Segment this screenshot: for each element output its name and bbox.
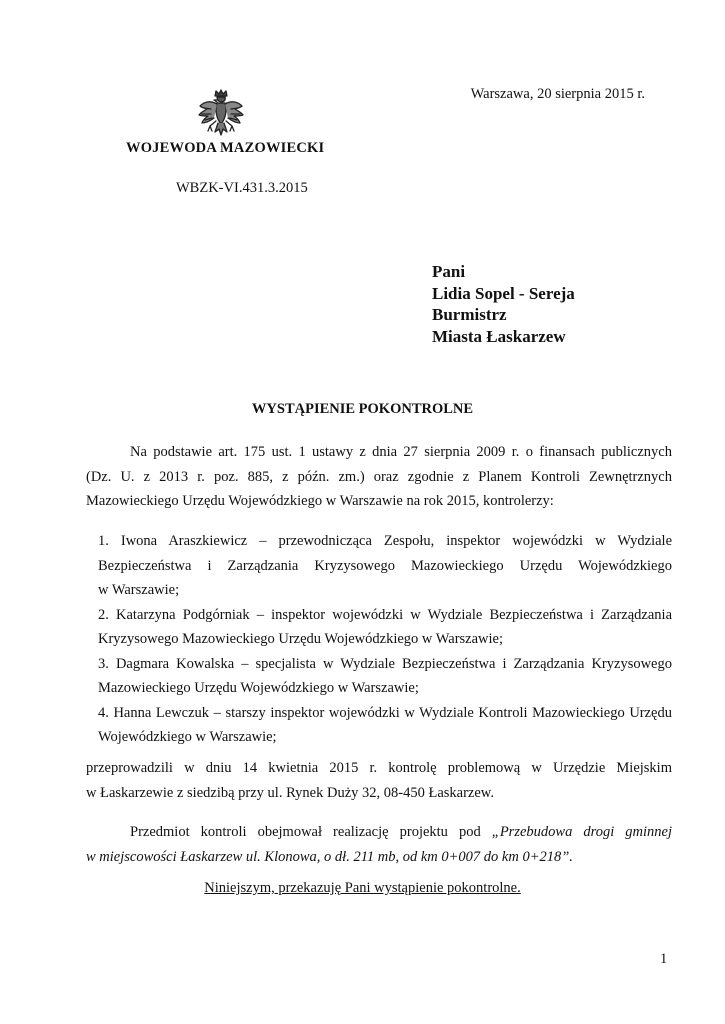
polish-eagle-emblem-icon — [196, 88, 246, 142]
document-title: WYSTĄPIENIE POKONTROLNE — [251, 401, 474, 417]
issuing-authority: WOJEWODA MAZOWIECKI — [126, 140, 325, 156]
list-item — [98, 603, 672, 652]
subject-paragraph — [86, 820, 672, 869]
conclusion-line-1: przeprowadzili w dniu 14 kwietnia 2015 r. kontrolę problemową w Urzędzie Miejskim — [86, 760, 672, 776]
document-date: Warszawa, 20 sierpnia 2015 r. — [470, 86, 645, 102]
recipient-block — [432, 261, 575, 347]
conclusion-paragraph — [86, 756, 672, 805]
list-item — [98, 529, 672, 603]
inspector-4-line-2: Wojewódzkiego w Warszawie; — [98, 729, 277, 745]
inspector-3-line-1: 3. Dagmara Kowalska – specjalista w Wydziale Bezpieczeństwa i Zarządzania Kryzysowego — [98, 655, 672, 672]
inspector-4-line-1: 4. Hanna Lewczuk – starszy inspektor wojewódzki w Wydziale Kontroli Mazowieckiego Urzędu — [98, 704, 672, 721]
intro-paragraph — [86, 440, 672, 514]
closing-statement: Niniejszym, przekazuję Pani wystąpienie pokontrolne. — [204, 880, 521, 896]
inspectors-list — [98, 529, 672, 750]
intro-line-2: (Dz. U. z 2013 r. poz. 885, z późn. zm.) oraz zgodnie z Planem Kontroli Zewnętrznych — [86, 468, 672, 485]
recipient-salutation: Pani — [432, 262, 466, 281]
project-name-part-2: w miejscowości Łaskarzew ul. Klonowa, o dł. 211 mb, od km 0+007 do km 0+218”. — [86, 848, 573, 865]
intro-line-1: Na podstawie art. 175 ust. 1 ustawy z dnia 27 sierpnia 2009 r. o finansach publicznych — [130, 444, 672, 460]
recipient-name: Lidia Sopel - Sereja — [432, 283, 575, 303]
inspector-2-line-1: 2. Katarzyna Podgórniak – inspektor wojewódzki w Wydziale Bezpieczeństwa i Zarządzania — [98, 606, 672, 623]
inspector-1-line-1: 1. Iwona Araszkiewicz – przewodnicząca Zespołu, inspektor wojewódzki w Wydziale — [98, 533, 672, 549]
inspector-3-line-2: Mazowieckiego Urzędu Wojewódzkiego w Warszawie; — [98, 680, 419, 696]
inspector-2-line-2: Kryzysowego Mazowieckiego Urzędu Wojewódzkiego w Warszawie; — [98, 631, 504, 647]
recipient-position: Burmistrz — [432, 305, 507, 324]
list-item — [98, 701, 672, 750]
list-item — [98, 652, 672, 701]
page-number: 1 — [660, 951, 668, 967]
subject-line-1 — [86, 820, 672, 845]
inspector-1-line-3: w Warszawie; — [98, 582, 180, 598]
subject-intro: Przedmiot kontroli obejmował realizację projektu pod — [130, 824, 492, 840]
case-signature: WBZK-VI.431.3.2015 — [176, 180, 308, 196]
inspector-1-line-2: Bezpieczeństwa i Zarządzania Kryzysowego Mazowieckiego Urzędu Wojewódzkiego — [98, 557, 672, 574]
conclusion-line-2: w Łaskarzewie z siedzibą przy ul. Rynek Duży 32, 08-450 Łaskarzew. — [86, 784, 494, 801]
intro-line-3: Mazowieckiego Urzędu Wojewódzkiego w Warszawie na rok 2015, kontrolerzy: — [86, 493, 554, 509]
project-name-part-1: „Przebudowa drogi gminnej — [491, 824, 672, 840]
recipient-institution: Miasta Łaskarzew — [432, 326, 566, 346]
